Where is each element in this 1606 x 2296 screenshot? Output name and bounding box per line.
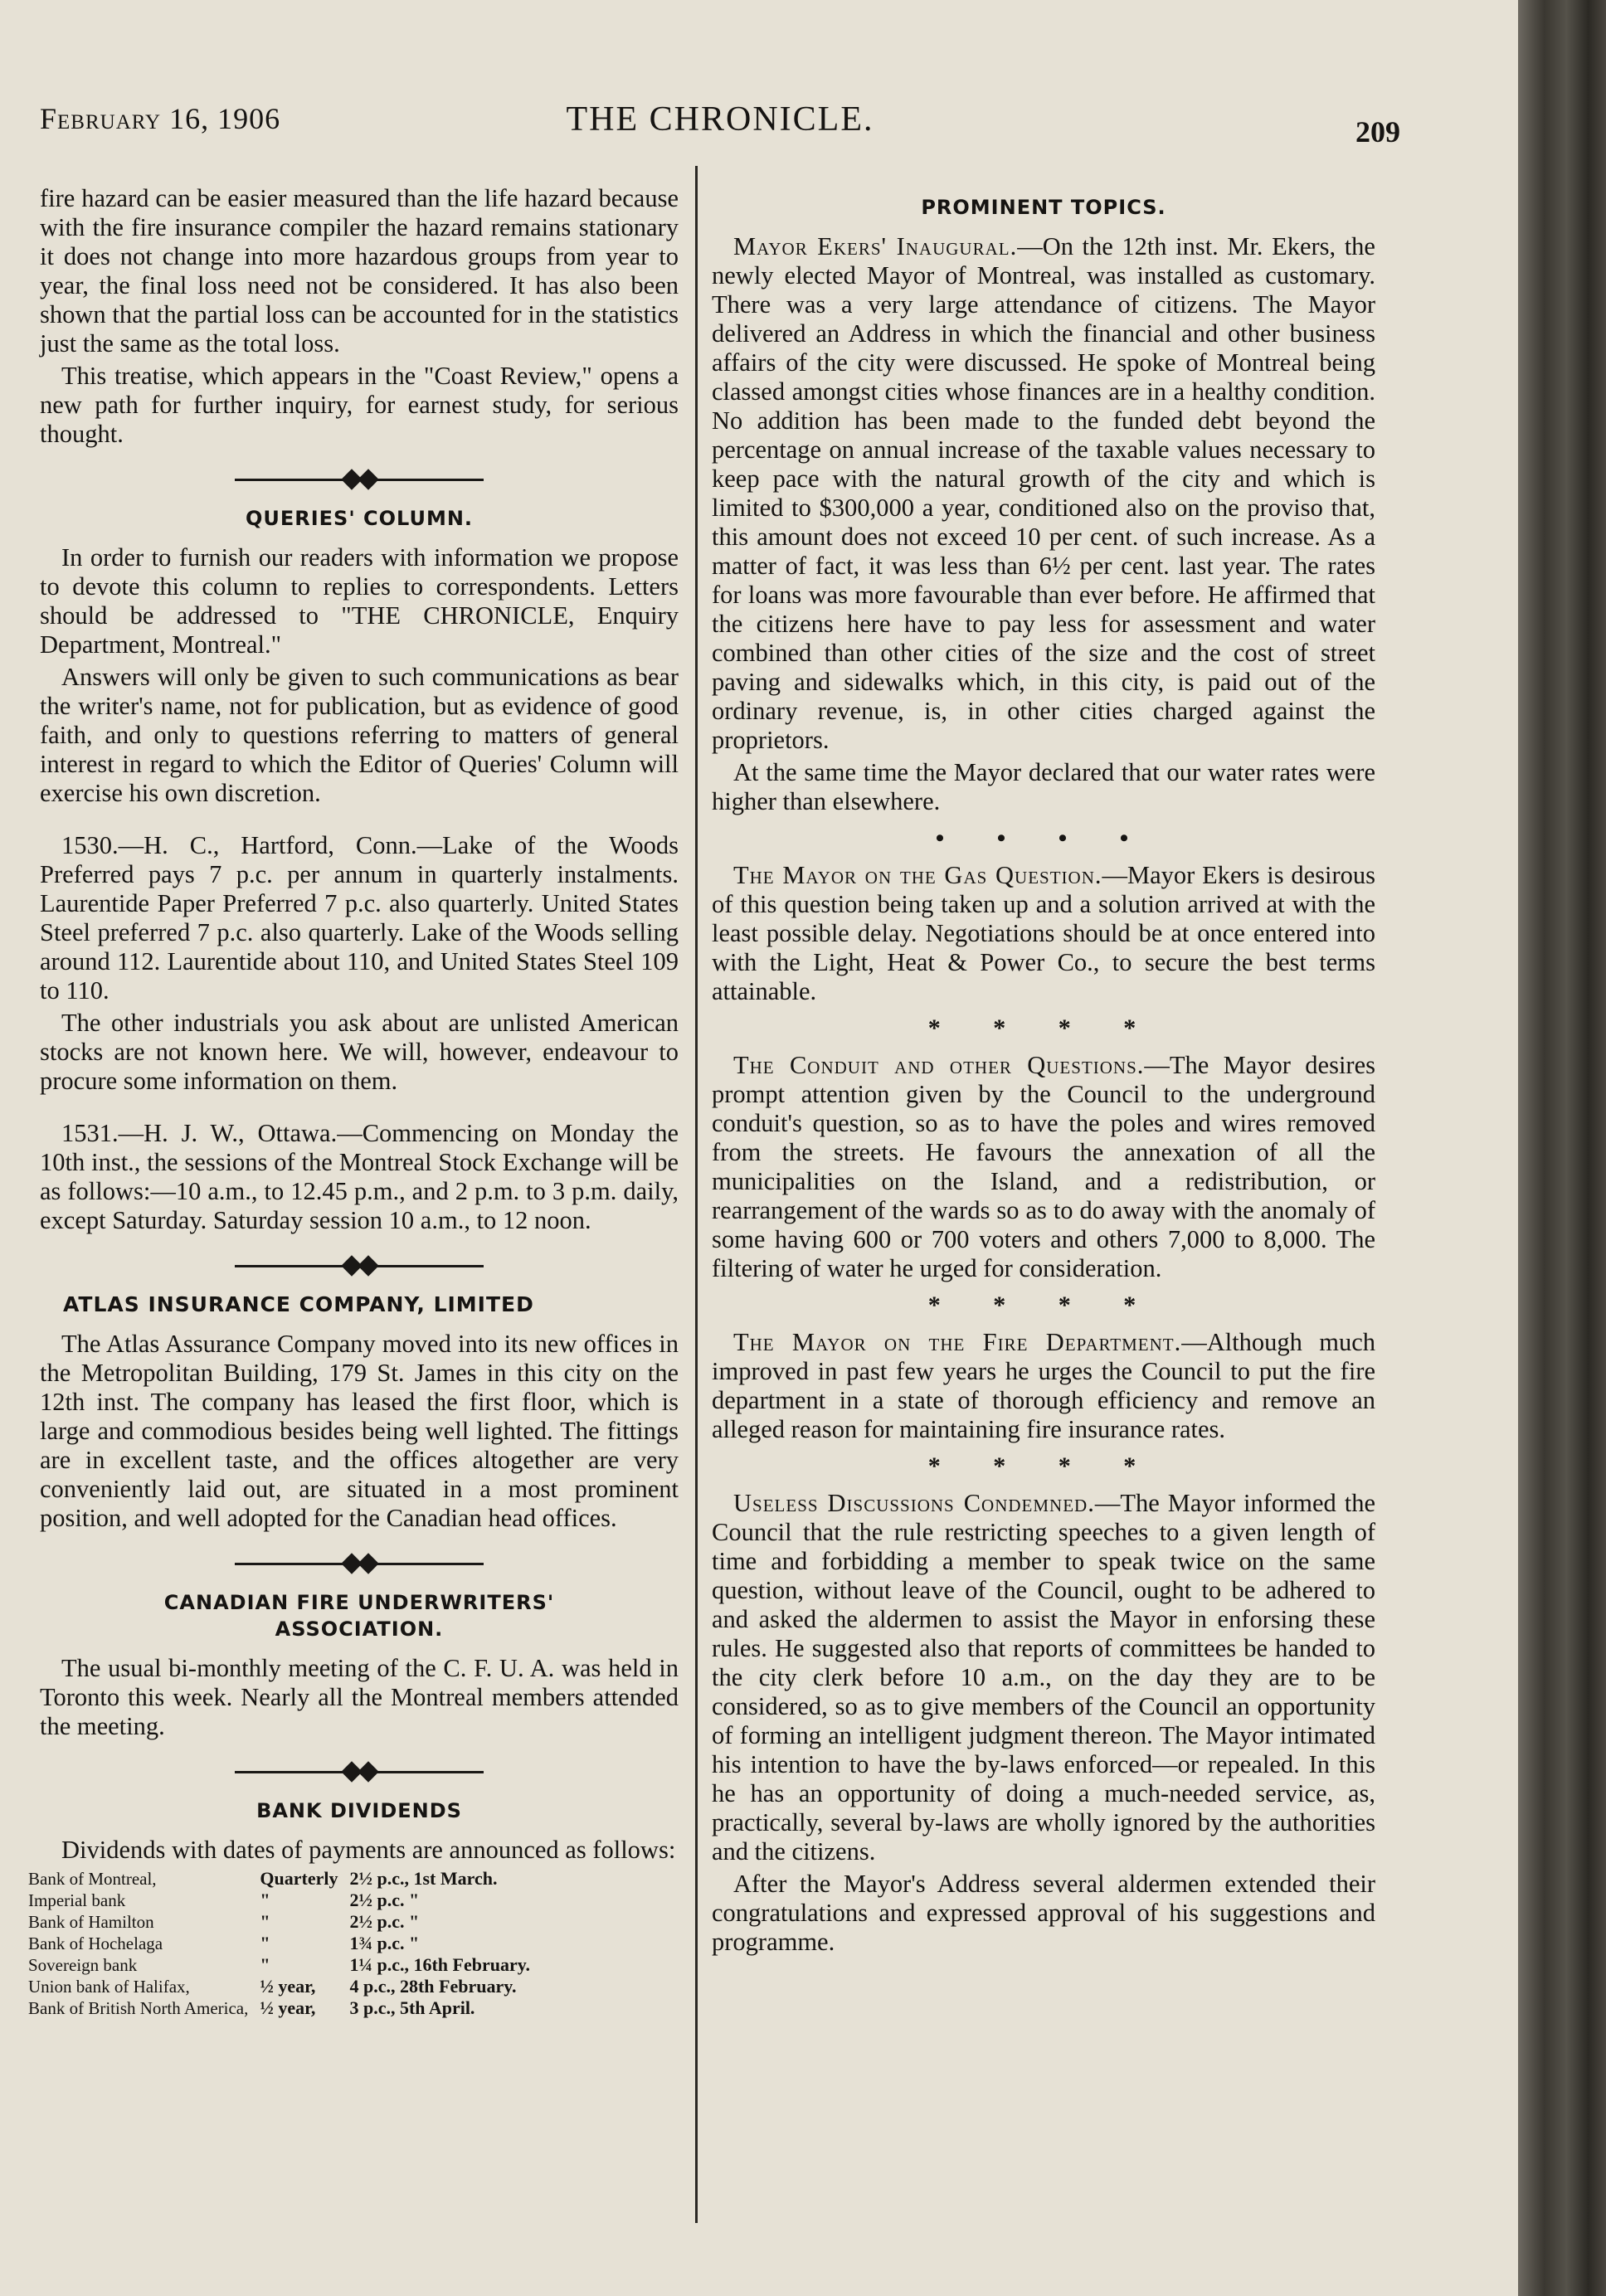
query-1531-paragraph: 1531.—H. J. W., Ottawa.—Commencing on Monday the 10th inst., the sessions of the Montreal Stock Exchange will be as follows:—10 a.m., to 12.45 p.m., and 2 p.m. to 3 p.m. daily, except Saturday. Saturday session 10 a.m., to 12 noon. <box>40 1119 679 1234</box>
queries-answers-paragraph: Answers will only be given to such communications as bear the writer's name, not for publication, but as evidence of good faith, and only to questions referring to matters of general interest in regard to which the Editor of Queries' Column will exercise his own discretion. <box>40 663 679 807</box>
section-ornament <box>235 1253 484 1278</box>
treatise-paragraph: This treatise, which appears in the "Coast Review," opens a new path for further inquiry, for earnest study, for serious thought. <box>40 362 679 448</box>
table-row <box>28 1890 542 1911</box>
cfua-heading-line-1: CANADIAN FIRE UNDERWRITERS' <box>163 1591 555 1614</box>
dividend-bank: Bank of British North America, <box>28 1998 249 2018</box>
dividend-period: ½ year, <box>260 1997 316 2018</box>
table-row <box>28 1911 542 1933</box>
dividend-period: Quarterly <box>260 1868 338 1889</box>
dividend-rate: 1¾ p.c. " <box>349 1933 420 1953</box>
publication-title: THE CHRONICLE. <box>566 100 874 139</box>
table-row <box>28 1954 542 1976</box>
water-rates-paragraph: At the same time the Mayor declared that our water rates were higher than elsewhere. <box>712 758 1375 815</box>
query-1530-paragraph: 1530.—H. C., Hartford, Conn.—Lake of the Woods Preferred pays 7 p.c. per annum in quarterly instalments. Laurentide Paper Preferred 7 p.c. also quarterly. United States Steel preferred 7 p.c. also quarterly. Lake of the Woods selling around 112. Laurentide about 110, and United States Steel 109 to 110. <box>40 831 679 1004</box>
dividend-bank: Bank of Hamilton <box>28 1912 154 1932</box>
fire-department-lead: The Mayor on the Fire Department. <box>733 1328 1182 1356</box>
fire-hazard-paragraph: fire hazard can be easier measured than the life hazard because with the fire insurance compiler the hazard remains stationary it does not change into more hazardous groups from year to year, the final loss need not be considered. It has also been shown that the partial loss can be accounted for in the statistics just the same as the total loss. <box>40 184 679 358</box>
queries-column-heading: QUERIES' COLUMN. <box>245 507 474 530</box>
section-separator: • • • • <box>935 825 1152 852</box>
fire-department-paragraph <box>712 1328 1375 1444</box>
issue-date: February 16, 1906 <box>40 102 281 135</box>
dividend-rate: 2½ p.c. " <box>349 1890 420 1910</box>
column-rule <box>695 166 698 2223</box>
inaugural-paragraph <box>712 232 1375 755</box>
dividend-period: " <box>260 1890 270 1910</box>
dividend-rate: 2½ p.c. " <box>349 1911 420 1932</box>
dividend-bank: Sovereign bank <box>28 1955 138 1975</box>
section-separator: * * * * <box>927 1292 1160 1319</box>
cfua-paragraph: The usual bi-monthly meeting of the C. F. U. A. was held in Toronto this week. Nearly all the Montreal members attended the meeting. <box>40 1654 679 1740</box>
dividend-bank: Bank of Montreal, <box>28 1869 157 1889</box>
useless-discussions-lead: Useless Discussions Condemned. <box>733 1489 1095 1517</box>
atlas-paragraph: The Atlas Assurance Company moved into its new offices in the Metropolitan Building, 179 St. James in this city on the 12th inst. The company has leased the first floor, which is large and commodious besides being well lighted. The fittings are in excellent taste, and the offices altogether are very conveniently laid out, are situated in a most prominent position, and well adopted for the Canadian head offices. <box>40 1330 679 1532</box>
inaugural-lead: Mayor Ekers' Inaugural. <box>733 232 1018 260</box>
running-head <box>40 91 1400 148</box>
section-separator: * * * * <box>927 1014 1160 1042</box>
dividend-rate: 4 p.c., 28th February. <box>349 1976 517 1997</box>
conduit-lead: The Conduit and other Questions. <box>733 1051 1145 1079</box>
table-row <box>28 1997 542 2019</box>
dividend-bank: Bank of Hochelaga <box>28 1934 163 1953</box>
left-column <box>28 184 679 2019</box>
useless-discussions-paragraph <box>712 1489 1375 1866</box>
dividend-rate: 3 p.c., 5th April. <box>349 1997 475 2018</box>
queries-intro-paragraph: In order to furnish our readers with information we propose to devote this column to replies to correspondents. Letters should be addressed to "THE CHRONICLE, Enquiry Department, Montreal." <box>40 543 679 659</box>
table-row <box>28 1933 542 1954</box>
dividend-rate: 2½ p.c., 1st March. <box>349 1868 498 1889</box>
gas-question-lead: The Mayor on the Gas Question. <box>733 861 1102 889</box>
dividend-rate: 1¼ p.c., 16th February. <box>349 1954 531 1975</box>
page-number: 209 <box>1355 115 1400 148</box>
table-row <box>28 1976 542 1997</box>
bank-dividends-intro: Dividends with dates of payments are announced as follows: <box>61 1836 676 1864</box>
conduit-paragraph <box>712 1051 1375 1283</box>
section-separator: * * * * <box>927 1452 1160 1480</box>
dividend-period: " <box>260 1911 270 1932</box>
dividend-bank: Union bank of Halifax, <box>28 1977 190 1997</box>
section-ornament <box>235 1759 484 1784</box>
dividend-period: ½ year, <box>260 1976 316 1997</box>
cfua-heading-line-2: ASSOCIATION. <box>275 1617 444 1641</box>
right-column <box>712 184 1375 1960</box>
section-ornament <box>235 467 484 492</box>
table-row <box>28 1868 542 1890</box>
inaugural-text: —On the 12th inst. Mr. Ekers, the newly elected Mayor of Montreal, was installed as customary. There was a very large attendance of citizens. The Mayor delivered an Address in which the financial and other business affairs of the city were discussed. He spoke of Montreal being classed amongst cities whose finances are in a healthy condition. No addition has been made to the funded debt beyond the percentage on annual increase of the taxable values necessary to keep pace with the natural growth of the city and which is limited to $300,000 a year, conditioned also on the proviso that, this amount does not exceed 10 per cent. of such increase. As a matter of fact, it was less than 6½ per cent. last year. The rates for loans was more favourable than ever before. He affirmed that the citizens here have to pay less for assessment and water combined than other cities of the size and the cost of street paving and sidewalks which, in this city, is paid out of the ordinary revenue, is, in other cities charged against the proprietors. <box>712 232 1375 754</box>
section-ornament <box>235 1551 484 1576</box>
bank-dividends-heading: BANK DIVIDENDS <box>256 1799 462 1822</box>
address-closing-paragraph: After the Mayor's Address several aldermen extended their congratulations and expressed approval of his suggestions and programme. <box>712 1870 1375 1956</box>
cfua-heading <box>40 1589 679 1642</box>
gas-question-paragraph <box>712 861 1375 1006</box>
query-1530-followup: The other industrials you ask about are unlisted American stocks are not known here. We will, however, endeavour to procure some information on them. <box>40 1009 679 1095</box>
fire-department-text: —Although much improved in past few years he urges the Council to put the fire department in a state of thorough efficiency and remove an alleged reason for maintaining fire insurance rates. <box>712 1328 1375 1443</box>
dividend-bank: Imperial bank <box>28 1890 126 1910</box>
dividend-period: " <box>260 1933 270 1953</box>
conduit-text: —The Mayor desires prompt attention given by the Council to the underground conduit's question, so as to have the poles and wires removed from the streets. He favours the annexation of all the municipalities on the Island, and a redistribution, or rearrangement of the wards so as to do away with the anomaly of some having 600 or 700 voters and others 7,000 to 8,000. The filtering of water he urged for consideration. <box>712 1051 1375 1282</box>
book-spine-edge <box>1518 0 1606 2296</box>
gas-question-text: —Mayor Ekers is desirous of this question being taken up and a solution arrived at with the least possible delay. Negotiations should be at once entered into with the Light, Heat & Power Co., to secure the best terms attainable. <box>712 861 1375 1005</box>
useless-discussions-text: —The Mayor informed the Council that the rule restricting speeches to a given length of time and forbidding a member to speak twice on the same question, without leave of the Council, ought to be adhered to and asked the aldermen to assist the Mayor in enforsing these rules. He suggested also that reports of committees be handed to the city clerk before 10 a.m., on the day they are to be considered, so as to give members of the Council an opportunity of forming an intelligent judgment thereon. The Mayor intimated his intention to have the by-laws enforced—or repealed. In this he has an opportunity of doing a much-needed service, as, practically, several by-laws are wholly ignored by the authorities and the citizens. <box>712 1489 1375 1866</box>
dividends-table <box>28 1868 542 2019</box>
dividend-period: " <box>260 1954 270 1975</box>
atlas-insurance-heading: ATLAS INSURANCE COMPANY, LIMITED <box>63 1292 534 1316</box>
prominent-topics-heading: PROMINENT TOPICS. <box>921 196 1166 219</box>
